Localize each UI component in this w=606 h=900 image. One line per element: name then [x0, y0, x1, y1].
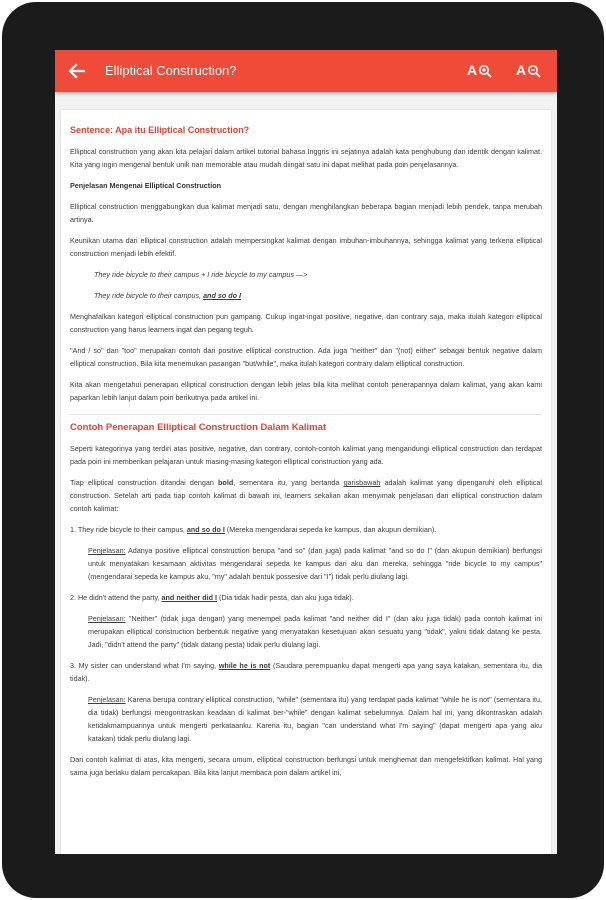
paragraph: Seperti kategorinya yang terdiri atas positive, negative, dan contrary, contoh-contoh kalimat yang mengandungi elliptical construction dan terdapat pada poin ini memberikan pelajaran untuk masing-masing kategori elliptical construction yang ada.	[70, 444, 542, 466]
app-bar	[55, 50, 557, 92]
example-sentence: They ride bicycle to their campus, and so do I	[94, 291, 241, 300]
explanation: Penjelasan: Karena berupa contrary elliptical construction, "while" (sementara itu) yang terdapat pada kalimat "while he is not" (sementara itu, dia tidak) berfungsi mengontraskan keadaan di kalimat ber-"while" dengan kalimat sebelumnya. Dalam hal ini, yang dikontraskan adalah ketidakmampuannya untuk mengerti perkataanku. Karena itu, bagian "can understand what I'm saying" (dapat mengerti apa yang aku katakan) tidak perlu diulang lagi.	[88, 695, 542, 743]
magnifier-icon	[478, 64, 494, 78]
example-sentence: They ride bicycle to their campus + I ride bicycle to my campus —>	[94, 270, 308, 279]
list-item: 3. My sister can understand what I'm saying, while he is not (Saudara perempuanku dapat mengerti apa yang saya katakan, sementara itu, dia tidak).	[70, 661, 542, 683]
text-size-zoom-out-icon[interactable]	[516, 61, 546, 81]
page-title: Elliptical Construction?	[105, 63, 237, 78]
magnifier-icon	[527, 64, 543, 78]
paragraph: Tiap elliptical construction ditandai dengan bold, sementara itu, yang bertanda garisbawah adalah kalimat yang dipengaruhi oleh elliptical construction. Setelah arti pada tiap contoh kalimat di bawah ini, learners sekalian akan menyimak penjelasan dari elliptical construction dalam contoh kalimat:	[70, 478, 542, 513]
article-card	[61, 110, 551, 854]
explanation: Penjelasan: "Neither" (tidak juga dengan) yang menempel pada kalimat "and neither did I" (dan aku juga tidak) pada contoh kalimat ini merupakan elliptical construction berbentuk negative yang menyatakan kesetujuan akan sesuatu yang "tidak", yakni tidak datang ke pesta. Jadi, "didn't attend the party" (tidak datang pesta) tidak perlu diulang lagi.	[88, 614, 542, 649]
text-size-zoom-icon[interactable]	[467, 61, 497, 81]
divider	[70, 414, 542, 415]
section-heading: Sentence: Apa itu Elliptical Construction?	[70, 125, 250, 135]
subheading: Penjelasan Mengenai Elliptical Construction	[70, 181, 221, 190]
paragraph: Kita akan mengetahui penerapan elliptical construction dengan lebih jelas bila kita melihat contoh penerapannya dalam kalimat, yang akan kami paparkan lebih lanjut dalam poin berikutnya pada artikel ini.	[70, 380, 542, 402]
section-heading: Contoh Penerapan Elliptical Construction Dalam Kalimat	[70, 422, 327, 433]
paragraph: Keunikan utama dari elliptical construction adalah mempersingkat kalimat dengan imbuhan-imbuhannya, sehingga kalimat yang terkena elliptical construction menjadi lebih efektif.	[70, 236, 542, 258]
list-item: 2. He didn't attend the party, and neither did I (Dia tidak hadir pesta, dan aku juga tidak).	[70, 593, 354, 602]
app-screen	[55, 50, 557, 854]
paragraph: Dari contoh kalimat di atas, kita mengerti, secara umum, elliptical construction berfungsi untuk menghemat dan mengefektifkan kalimat. Hal yang sama juga berlaku dalam percakapan. Bila kita lanjut membaca poin dalam artikel ini,	[70, 755, 542, 777]
text-size-letter: A	[467, 62, 478, 78]
back-arrow-icon[interactable]	[67, 61, 87, 81]
list-item: 1. They ride bicycle to their campus, and so do I (Mereka mengendarai sepeda ke kampus, dan akupun demikian).	[70, 525, 437, 534]
tablet-bezel	[2, 2, 604, 898]
text-size-letter: A	[516, 62, 527, 78]
explanation: Penjelasan: Adanya positive elliptical construction berupa "and so" (dan juga) pada kalimat "and so do I" (dan akupun demikian) berfungsi untuk menyatakan kesamaan aktivitas mengendarai sepeda ke kampus dari aku dan mereka, sehingga "ride bicycle to my campus" (mengendarai sepeda ke kampus aku, "my" adalah bentuk possesive dari "I") tidak perlu diulang lagi.	[88, 546, 542, 581]
paragraph: Elliptical construction yang akan kita pelajari dalam artikel tutorial bahasa Inggris ini sejatinya adalah kata penghubung dan identik dengan kalimat. Kita yang ingin mengenal bentuk unik nan memorable atau mudah diingat satu ini dapat melihat pada poin penjelasannya.	[70, 147, 542, 169]
article-content	[70, 124, 542, 787]
paragraph: "And / so" dan "too" merupakan contoh dari positive elliptical construction. Ada juga "neither" dan "(not) either" sebagai bentuk negative dalam elliptical construction. Bila kita menemukan pasangan "but/while", maka itulah kategori contrary dalam elliptical construction.	[70, 346, 542, 368]
paragraph: Elliptical construction menggabungkan dua kalimat menjadi satu, dengan menghilangkan beberapa bagian menjadi lebih pendek, tanpa merubah artinya.	[70, 202, 542, 224]
paragraph: Menghafalkan kategori elliptical construction pun gampang. Cukup ingat-ingat positive, negative, dan contrary saja, maka itulah kategori elliptical construction yang harus learners ingat dan pegang teguh.	[70, 312, 542, 334]
